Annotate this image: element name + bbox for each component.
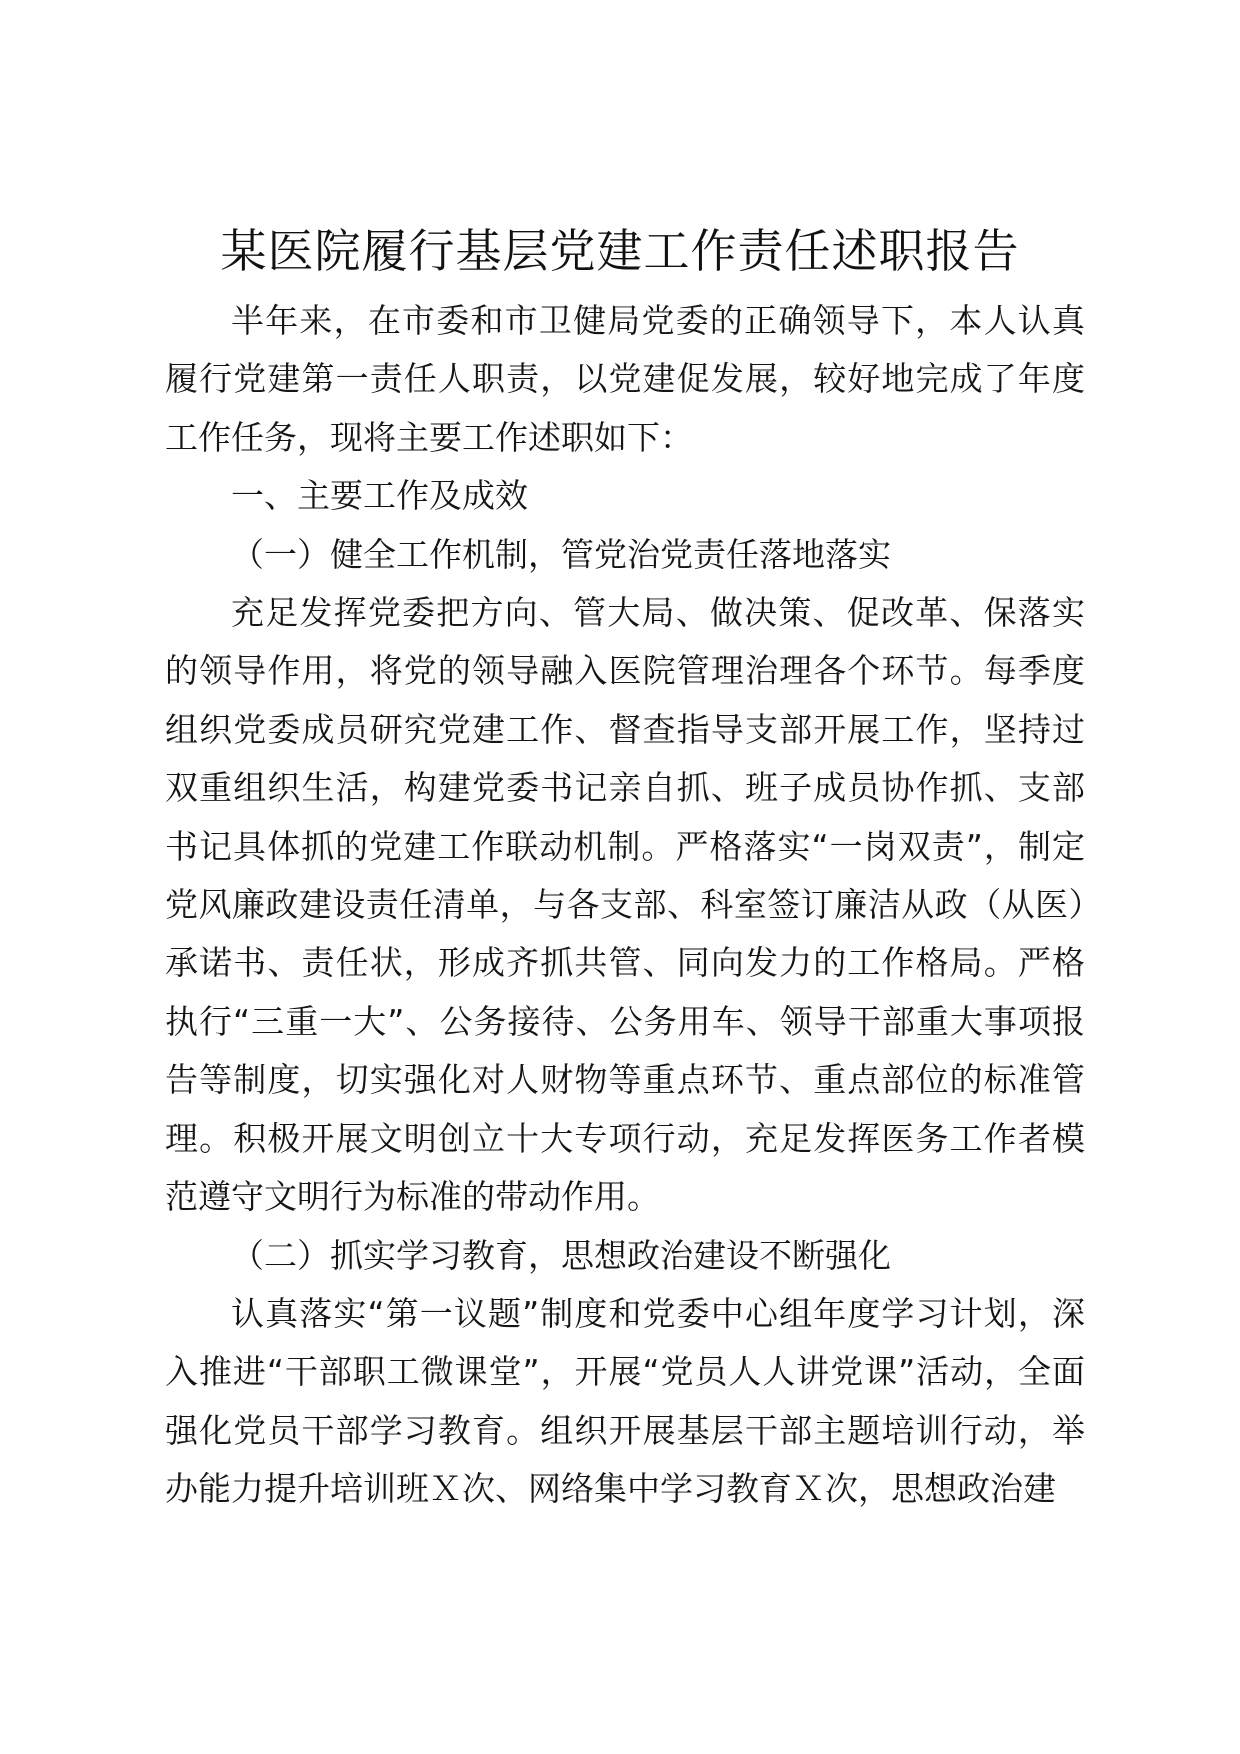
body-paragraph-1: 充足发挥党委把方向、管大局、做决策、促改革、保落实的领导作用，将党的领导融入医院管理治理各个环节。每季度组织党委成员研究党建工作、督查指导支部开展工作，坚持过双重组织生活，构建党委书记亲自抓、班子成员协作抓、支部书记具体抓的党建工作联动机制。严格落实“一岗双责”，制定党风廉政建设责任清单，与各支部、科室签订廉洁从政（从医）承诺书、责任状，形成齐抓共管、同向发力的工作格局。严格执行“三重一大”、公务接待、公务用车、领导干部重大事项报告等制度，切实强化对人财物等重点环节、重点部位的标准管理。积极开展文明创立十大专项行动，充足发挥医务工作者模范遵守文明行为标准的带动作用。 — [165, 593, 1085, 1217]
body-paragraph-2: 认真落实“第一议题”制度和党委中心组年度学习计划，深入推进“干部职工微课堂”，开展“党员人人讲党课”活动，全面强化党员干部学习教育。组织开展基层干部主题培训行动，举办能力提升培训班Ｘ次、网络集中学习教育Ｘ次，思想政治建 — [165, 1293, 1085, 1509]
intro-paragraph: 半年来，在市委和市卫健局党委的正确领导下，本人认真履行党建第一责任人职责，以党建促发展，较好地完成了年度工作任务，现将主要工作述职如下： — [165, 301, 1085, 457]
section-heading: 一、主要工作及成效 — [231, 476, 528, 516]
document-body — [165, 292, 1085, 1519]
subsection-heading-2: （二）抓实学习教育，思想政治建设不断强化 — [231, 1235, 891, 1275]
subsection-heading-1: （一）健全工作机制，管党治党责任落地落实 — [231, 534, 891, 574]
document-title: 某医院履行基层党建工作责任述职报告 — [220, 224, 1020, 278]
